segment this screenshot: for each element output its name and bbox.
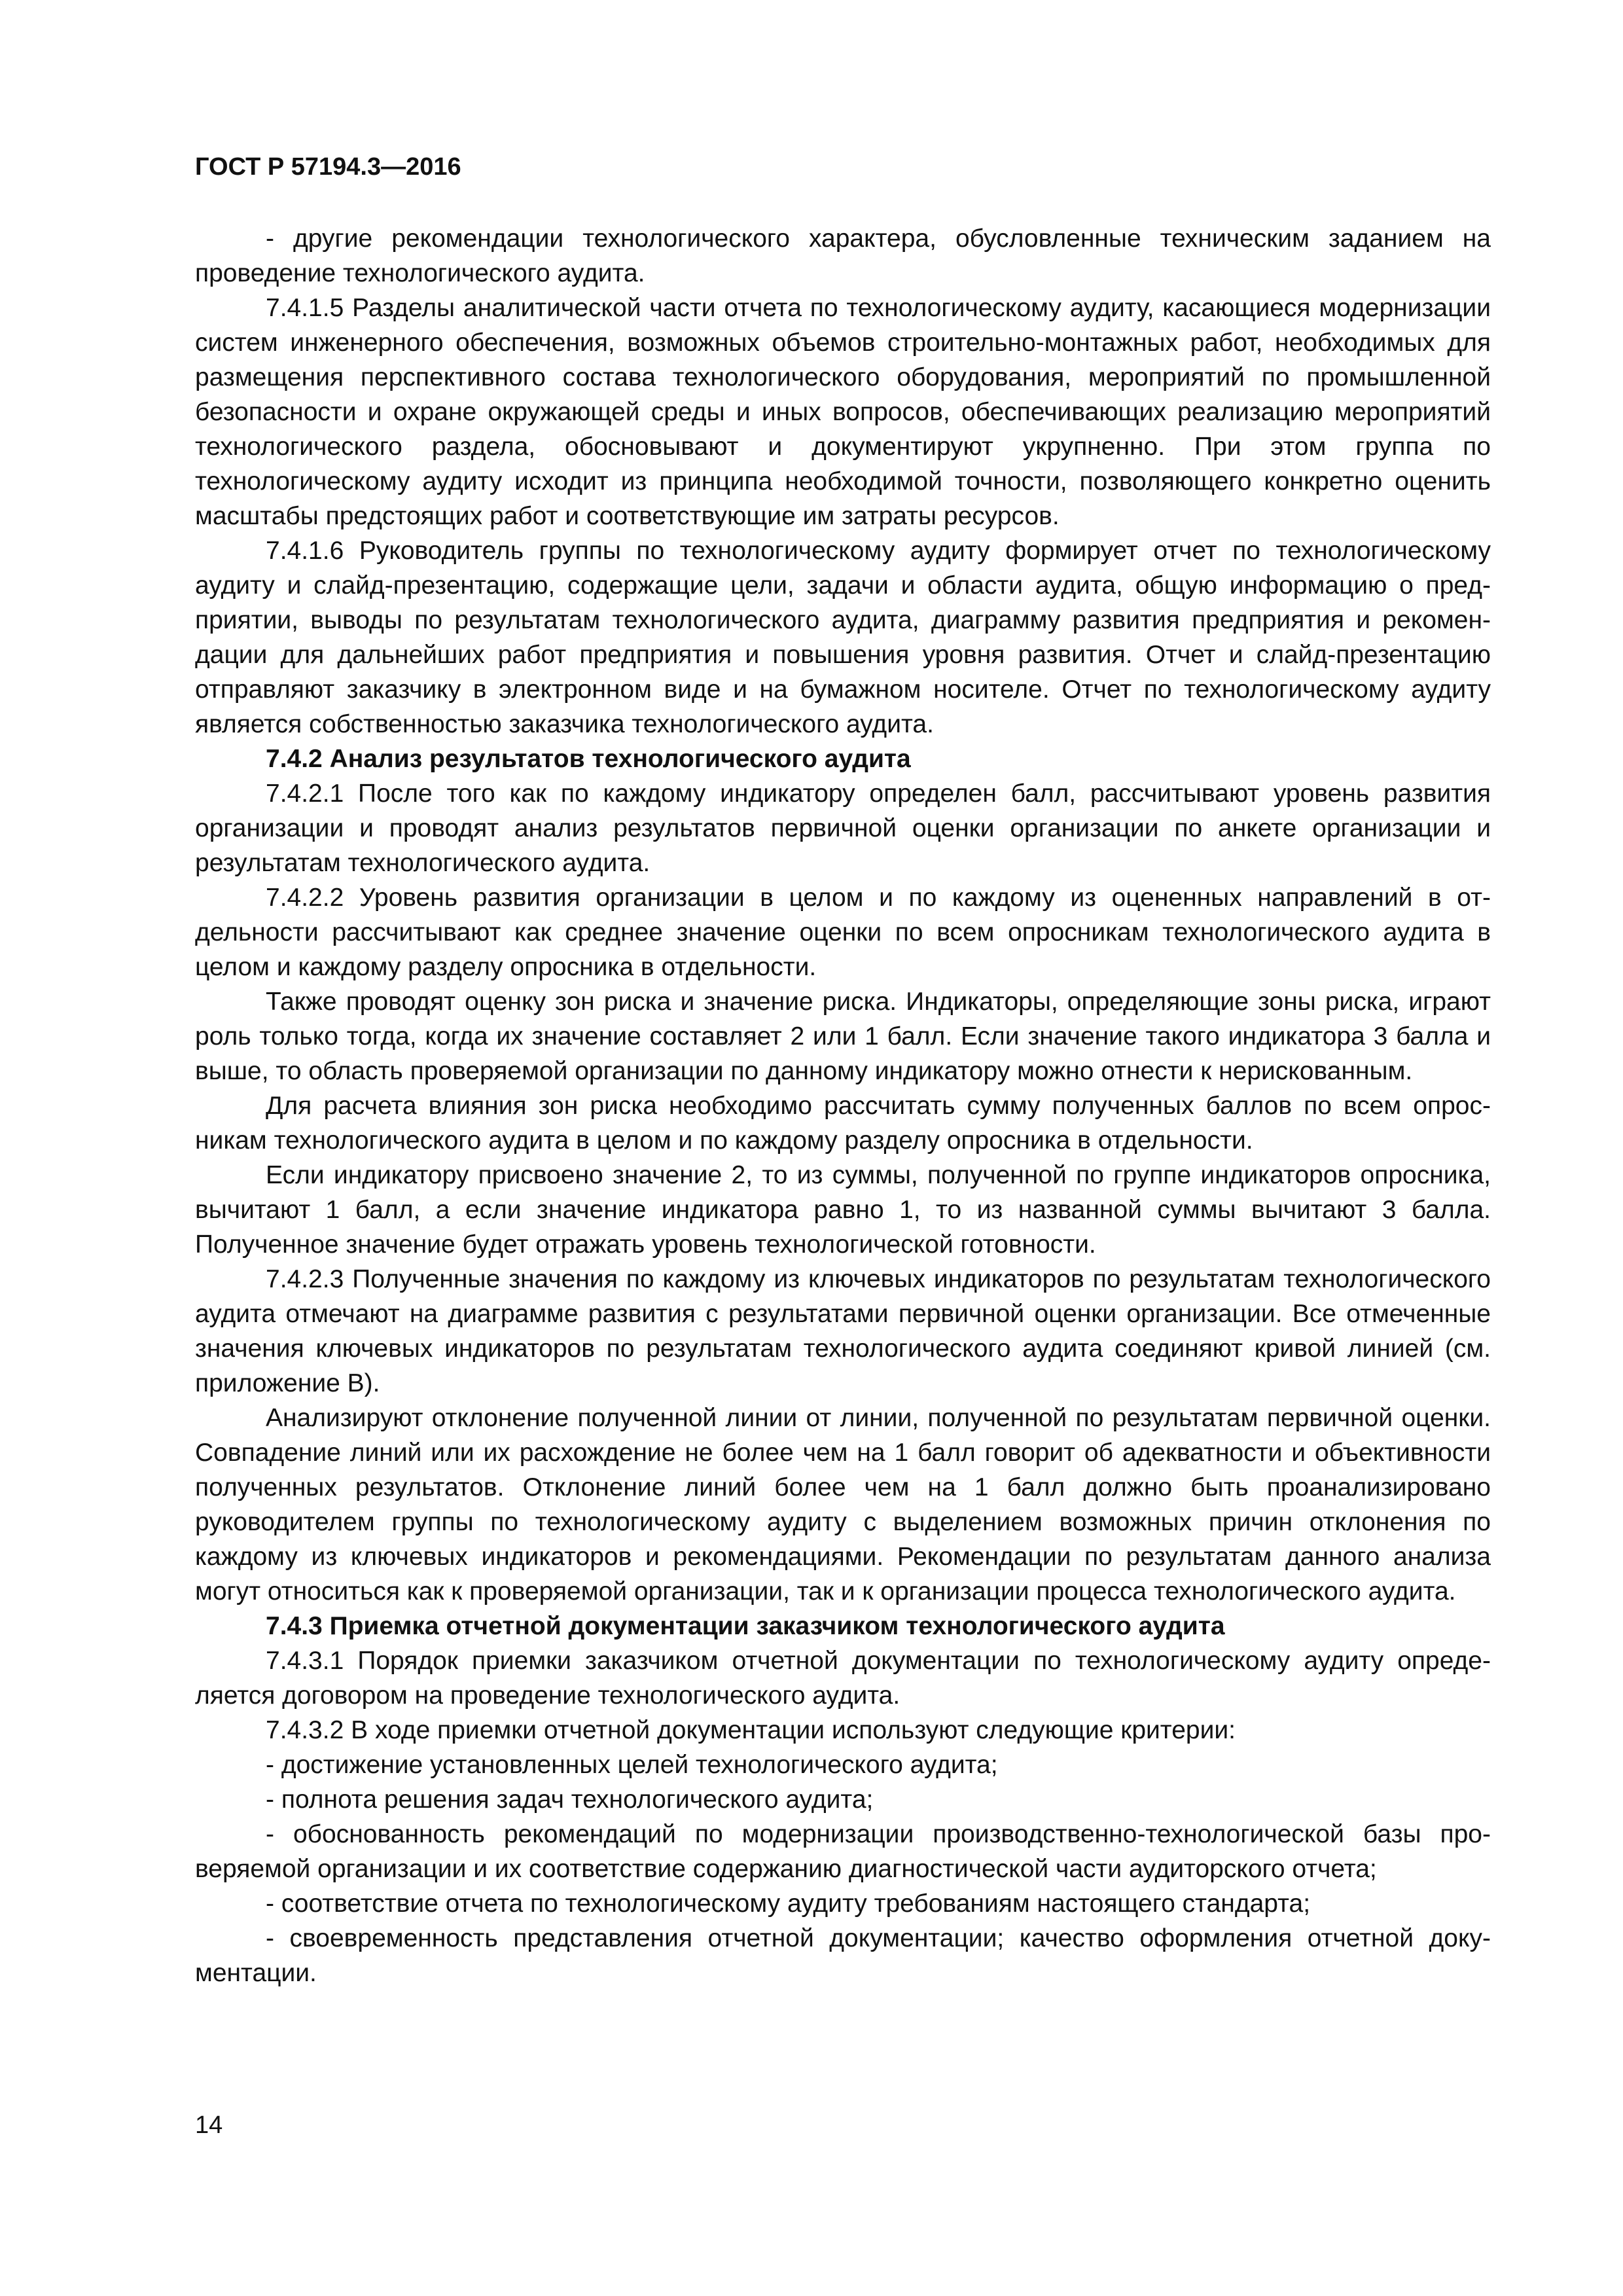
section-heading-7-4-3: 7.4.3 Приемка отчетной документации заказчиком технологического аудита: [266, 1612, 1225, 1640]
paragraph-indicator-deduction: Если индикатору присвоено значение 2, то из суммы, полученной по группе индикаторов опросника, вычитают 1 балл, а если значение индикатора равно 1, то из названной суммы вычитают 3 балла. Полученное значение будет отражать уровень технологической готовности.: [195, 1161, 1491, 1259]
paragraph-7-4-2-1: 7.4.2.1 После того как по каждому индикатору определен балл, рассчитывают уровень развития организации и проводят анализ результатов первичной оценки организации по анкете организации и результатам технологического аудита.: [195, 780, 1491, 877]
paragraph-7-4-1-6: 7.4.1.6 Руководитель группы по технологическому аудиту формирует отчет по технологическому аудиту и слайд-презентацию, содержащие цели, задачи и области аудита, общую информацию о предприятии, выводы по результатам технологического аудита, диаграмму развития предприятия и рекомендации для дальнейших работ предприятия и повышения уровня развития. Отчет и слайд-презентацию отправляют заказчику в электронном виде и на бумажном носителе. Отчет по технологическому аудиту является собственностью заказчика технологического аудита.: [195, 537, 1491, 738]
criteria-item-goals: - достижение установленных целей технологического аудита;: [266, 1751, 998, 1779]
paragraph-7-4-1-5: 7.4.1.5 Разделы аналитической части отчета по технологическому аудиту, касающиеся модернизации систем инженерного обеспечения, возможных объемов строительно-монтажных работ, необходимых для размещения перспективного состава технологического оборудования, мероприятий по промышленной безопасности и охране окружающей среды и иных вопросов, обеспечивающих реализацию мероприятий технологического раздела, обосновывают и документируют укрупненно. При этом группа по технологическому аудиту исходит из принципа необходимой точности, позволяющего конкретно оценить масштабы предстоящих работ и соответствующие им затраты ресурсов.: [195, 294, 1491, 530]
paragraph-deviation-analysis: Анализируют отклонение полученной линии от линии, полученной по результатам первичной оценки. Совпадение линий или их расхождение не более чем на 1 балл говорит об адекватности и объективности полученных результатов. Отклонение линий более чем на 1 балл должно быть проанализировано руководителем группы по технологическому аудиту с выделением возможных причин отклонения по каждому из ключевых индикаторов и рекомендациями. Рекомендации по результатам данного анализа могут относиться как к проверяемой организации, так и к организации процесса технологического аудита.: [195, 1404, 1491, 1605]
paragraph-7-4-2-3: 7.4.2.3 Полученные значения по каждому из ключевых индикаторов по результатам технологического аудита отмечают на диаграмме развития с результатами первичной оценки организации. Все отмеченные значения ключевых индикаторов по результатам технологического аудита соединяют кривой линией (см. приложение В).: [195, 1265, 1491, 1397]
document-header: ГОСТ Р 57194.3—2016: [195, 153, 461, 181]
paragraph-risk-zones: Также проводят оценку зон риска и значение риска. Индикаторы, определяющие зоны риска, играют роль только тогда, когда их значение составляет 2 или 1 балл. Если значение такого индикатора 3 балла и выше, то область проверяемой организации по данному индикатору можно отнести к нерискованным.: [195, 988, 1491, 1085]
paragraph-risk-calculation: Для расчета влияния зон риска необходимо рассчитать сумму полученных баллов по всем опросникам технологического аудита в целом и по каждому разделу опросника в отдельности.: [195, 1092, 1491, 1155]
paragraph-7-4-3-2: 7.4.3.2 В ходе приемки отчетной документации используют следующие критерии:: [266, 1716, 1236, 1744]
section-heading-7-4-2: 7.4.2 Анализ результатов технологического аудита: [266, 745, 911, 773]
criteria-item-standard-compliance: - соответствие отчета по технологическому аудиту требованиям настоящего стандарта;: [266, 1890, 1311, 1918]
criteria-item-timeliness: - своевременность представления отчетной документации; качество оформления отчетной документации.: [195, 1924, 1491, 1987]
paragraph-7-4-2-2: 7.4.2.2 Уровень развития организации в целом и по каждому из оцененных направлений в отдельности рассчитывают как среднее значение оценки по всем опросникам технологического аудита в целом и каждому разделу опросника в отдельности.: [195, 884, 1491, 981]
page-number: 14: [195, 2111, 223, 2139]
paragraph-7-4-3-1: 7.4.3.1 Порядок приемки заказчиком отчетной документации по технологическому аудиту определяется договором на проведение технологического аудита.: [195, 1647, 1491, 1710]
paragraph-other-recommendations: - другие рекомендации технологического характера, обусловленные техническим заданием на проведение технологического аудита.: [195, 224, 1491, 287]
document-body: [195, 221, 1491, 1990]
criteria-item-recommendations: - обоснованность рекомендаций по модернизации производственно-технологической базы проверяемой организации и их соответствие содержанию диагностической части аудиторского отчета;: [195, 1820, 1491, 1883]
criteria-item-tasks: - полнота решения задач технологического аудита;: [266, 1785, 874, 1814]
